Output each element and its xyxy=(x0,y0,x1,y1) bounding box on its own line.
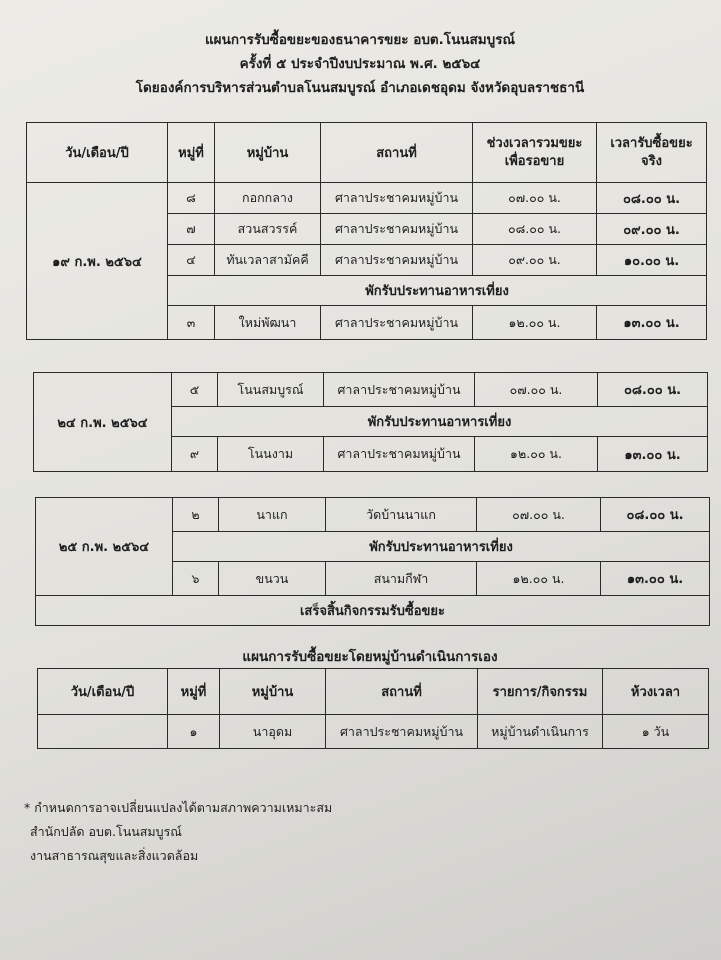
buy-time-cell: ๑๐.๐๐ น. xyxy=(597,245,707,276)
place-cell: ศาลาประชาคมหมู่บ้าน xyxy=(321,245,473,276)
lunch-break-cell: พักรับประทานอาหารเที่ยง xyxy=(172,407,708,437)
buy-time-cell: ๐๘.๐๐ น. xyxy=(597,183,707,214)
place-cell: ศาลาประชาคมหมู่บ้าน xyxy=(324,373,475,407)
col-header-place: สถานที่ xyxy=(321,123,473,183)
collect-time-cell: ๑๒.๐๐ น. xyxy=(473,306,597,340)
place-cell: ศาลาประชาคมหมู่บ้าน xyxy=(321,306,473,340)
buy-time-cell: ๑๓.๐๐ น. xyxy=(601,562,710,596)
place-cell: ศาลาประชาคมหมู่บ้าน xyxy=(324,437,475,472)
table-row xyxy=(36,498,710,532)
village-cell: โนนสมบูรณ์ xyxy=(218,373,324,407)
village-plan-table xyxy=(37,668,709,749)
buy-time-cell: ๐๙.๐๐ น. xyxy=(597,214,707,245)
place-cell: ศาลาประชาคมหมู่บ้าน xyxy=(321,183,473,214)
schedule-table-day2 xyxy=(33,372,708,472)
col-header-collect-time xyxy=(473,123,597,183)
place-cell: ศาลาประชาคมหมู่บ้าน xyxy=(326,715,478,749)
col-header-period: ห้วงเวลา xyxy=(603,669,709,715)
end-activity-row xyxy=(36,596,710,626)
village-cell: ใหม่พัฒนา xyxy=(215,306,321,340)
village-plan-title: แผนการรับซื้อขยะโดยหมู่บ้านดำเนินการเอง xyxy=(242,649,498,665)
table-row xyxy=(27,183,707,214)
col-header-collect-line2: เพื่อรอขาย xyxy=(504,153,565,169)
header-title: แผนการรับซื้อขยะของธนาคารขยะ อบต.โนนสมบูรณ์ xyxy=(204,32,516,48)
date-cell: ๑๙ ก.พ. ๒๕๖๔ xyxy=(27,183,168,340)
moo-cell: ๑ xyxy=(168,715,220,749)
village-cell: สวนสวรรค์ xyxy=(215,214,321,245)
date-cell xyxy=(38,715,168,749)
collect-time-cell: ๑๒.๐๐ น. xyxy=(477,562,601,596)
village-cell: นาอุดม xyxy=(220,715,326,749)
end-activity-cell: เสร็จสิ้นกิจกรรมรับซื้อขยะ xyxy=(36,596,710,626)
moo-cell: ๘ xyxy=(168,183,215,214)
document-header xyxy=(60,28,660,100)
note-office: สำนักปลัด อบต.โนนสมบูรณ์ xyxy=(30,824,182,839)
lunch-break-cell: พักรับประทานอาหารเที่ยง xyxy=(168,276,707,306)
buy-time-cell: ๐๘.๐๐ น. xyxy=(598,373,708,407)
col-header-activity: รายการ/กิจกรรม xyxy=(478,669,603,715)
collect-time-cell: ๑๒.๐๐ น. xyxy=(475,437,598,472)
buy-time-cell: ๑๓.๐๐ น. xyxy=(597,306,707,340)
col-header-collect-line1: ช่วงเวลารวมขยะ xyxy=(486,135,583,151)
buy-time-cell: ๑๓.๐๐ น. xyxy=(598,437,708,472)
moo-cell: ๖ xyxy=(173,562,219,596)
moo-cell: ๗ xyxy=(168,214,215,245)
place-cell: สนามกีฬา xyxy=(326,562,477,596)
col-header-village: หมู่บ้าน xyxy=(215,123,321,183)
col-header-buy-time xyxy=(597,123,707,183)
col-header-moo: หมู่ที่ xyxy=(168,123,215,183)
footer-notes xyxy=(24,796,332,868)
village-cell: ขนวน xyxy=(219,562,326,596)
col-header-date: วัน/เดือน/ปี xyxy=(38,669,168,715)
date-cell: ๒๔ ก.พ. ๒๕๖๔ xyxy=(34,373,172,472)
header-organization: โดยองค์การบริหารส่วนตำบลโนนสมบูรณ์ อำเภอเดชอุดม จังหวัดอุบลราชธานี xyxy=(135,80,585,96)
moo-cell: ๓ xyxy=(168,306,215,340)
col-header-buy-line2: จริง xyxy=(641,153,662,169)
moo-cell: ๔ xyxy=(168,245,215,276)
schedule-table-day3 xyxy=(35,497,710,626)
place-cell: ศาลาประชาคมหมู่บ้าน xyxy=(321,214,473,245)
buy-time-cell: ๐๘.๐๐ น. xyxy=(601,498,710,532)
collect-time-cell: ๐๙.๐๐ น. xyxy=(473,245,597,276)
schedule-table-day1 xyxy=(26,122,707,340)
col-header-date: วัน/เดือน/ปี xyxy=(27,123,168,183)
table-header-row xyxy=(27,123,707,183)
lunch-break-cell: พักรับประทานอาหารเที่ยง xyxy=(173,532,710,562)
table-header-row xyxy=(38,669,709,715)
activity-cell: หมู่บ้านดำเนินการ xyxy=(478,715,603,749)
village-cell: นาแก xyxy=(219,498,326,532)
table-row xyxy=(34,373,708,407)
col-header-moo: หมู่ที่ xyxy=(168,669,220,715)
moo-cell: ๙ xyxy=(172,437,218,472)
collect-time-cell: ๐๘.๐๐ น. xyxy=(473,214,597,245)
place-cell: วัดบ้านนาแก xyxy=(326,498,477,532)
header-round: ครั้งที่ ๕ ประจำปีงบประมาณ พ.ศ. ๒๕๖๔ xyxy=(239,56,481,72)
collect-time-cell: ๐๗.๐๐ น. xyxy=(475,373,598,407)
note-schedule-change: * กำหนดการอาจเปลี่ยนแปลงได้ตามสภาพความเหมาะสม xyxy=(24,800,333,815)
collect-time-cell: ๐๗.๐๐ น. xyxy=(473,183,597,214)
col-header-village: หมู่บ้าน xyxy=(220,669,326,715)
col-header-place: สถานที่ xyxy=(326,669,478,715)
period-cell: ๑ วัน xyxy=(603,715,709,749)
moo-cell: ๒ xyxy=(173,498,219,532)
moo-cell: ๕ xyxy=(172,373,218,407)
village-cell: กอกกลาง xyxy=(215,183,321,214)
date-cell: ๒๕ ก.พ. ๒๕๖๔ xyxy=(36,498,173,596)
col-header-buy-line1: เวลารับซื้อขยะ xyxy=(610,135,693,151)
village-cell: ทันเวลาสามัคคี xyxy=(215,245,321,276)
village-cell: โนนงาม xyxy=(218,437,324,472)
table-row xyxy=(38,715,709,749)
collect-time-cell: ๐๗.๐๐ น. xyxy=(477,498,601,532)
note-department: งานสาธารณสุขและสิ่งแวดล้อม xyxy=(30,848,199,863)
